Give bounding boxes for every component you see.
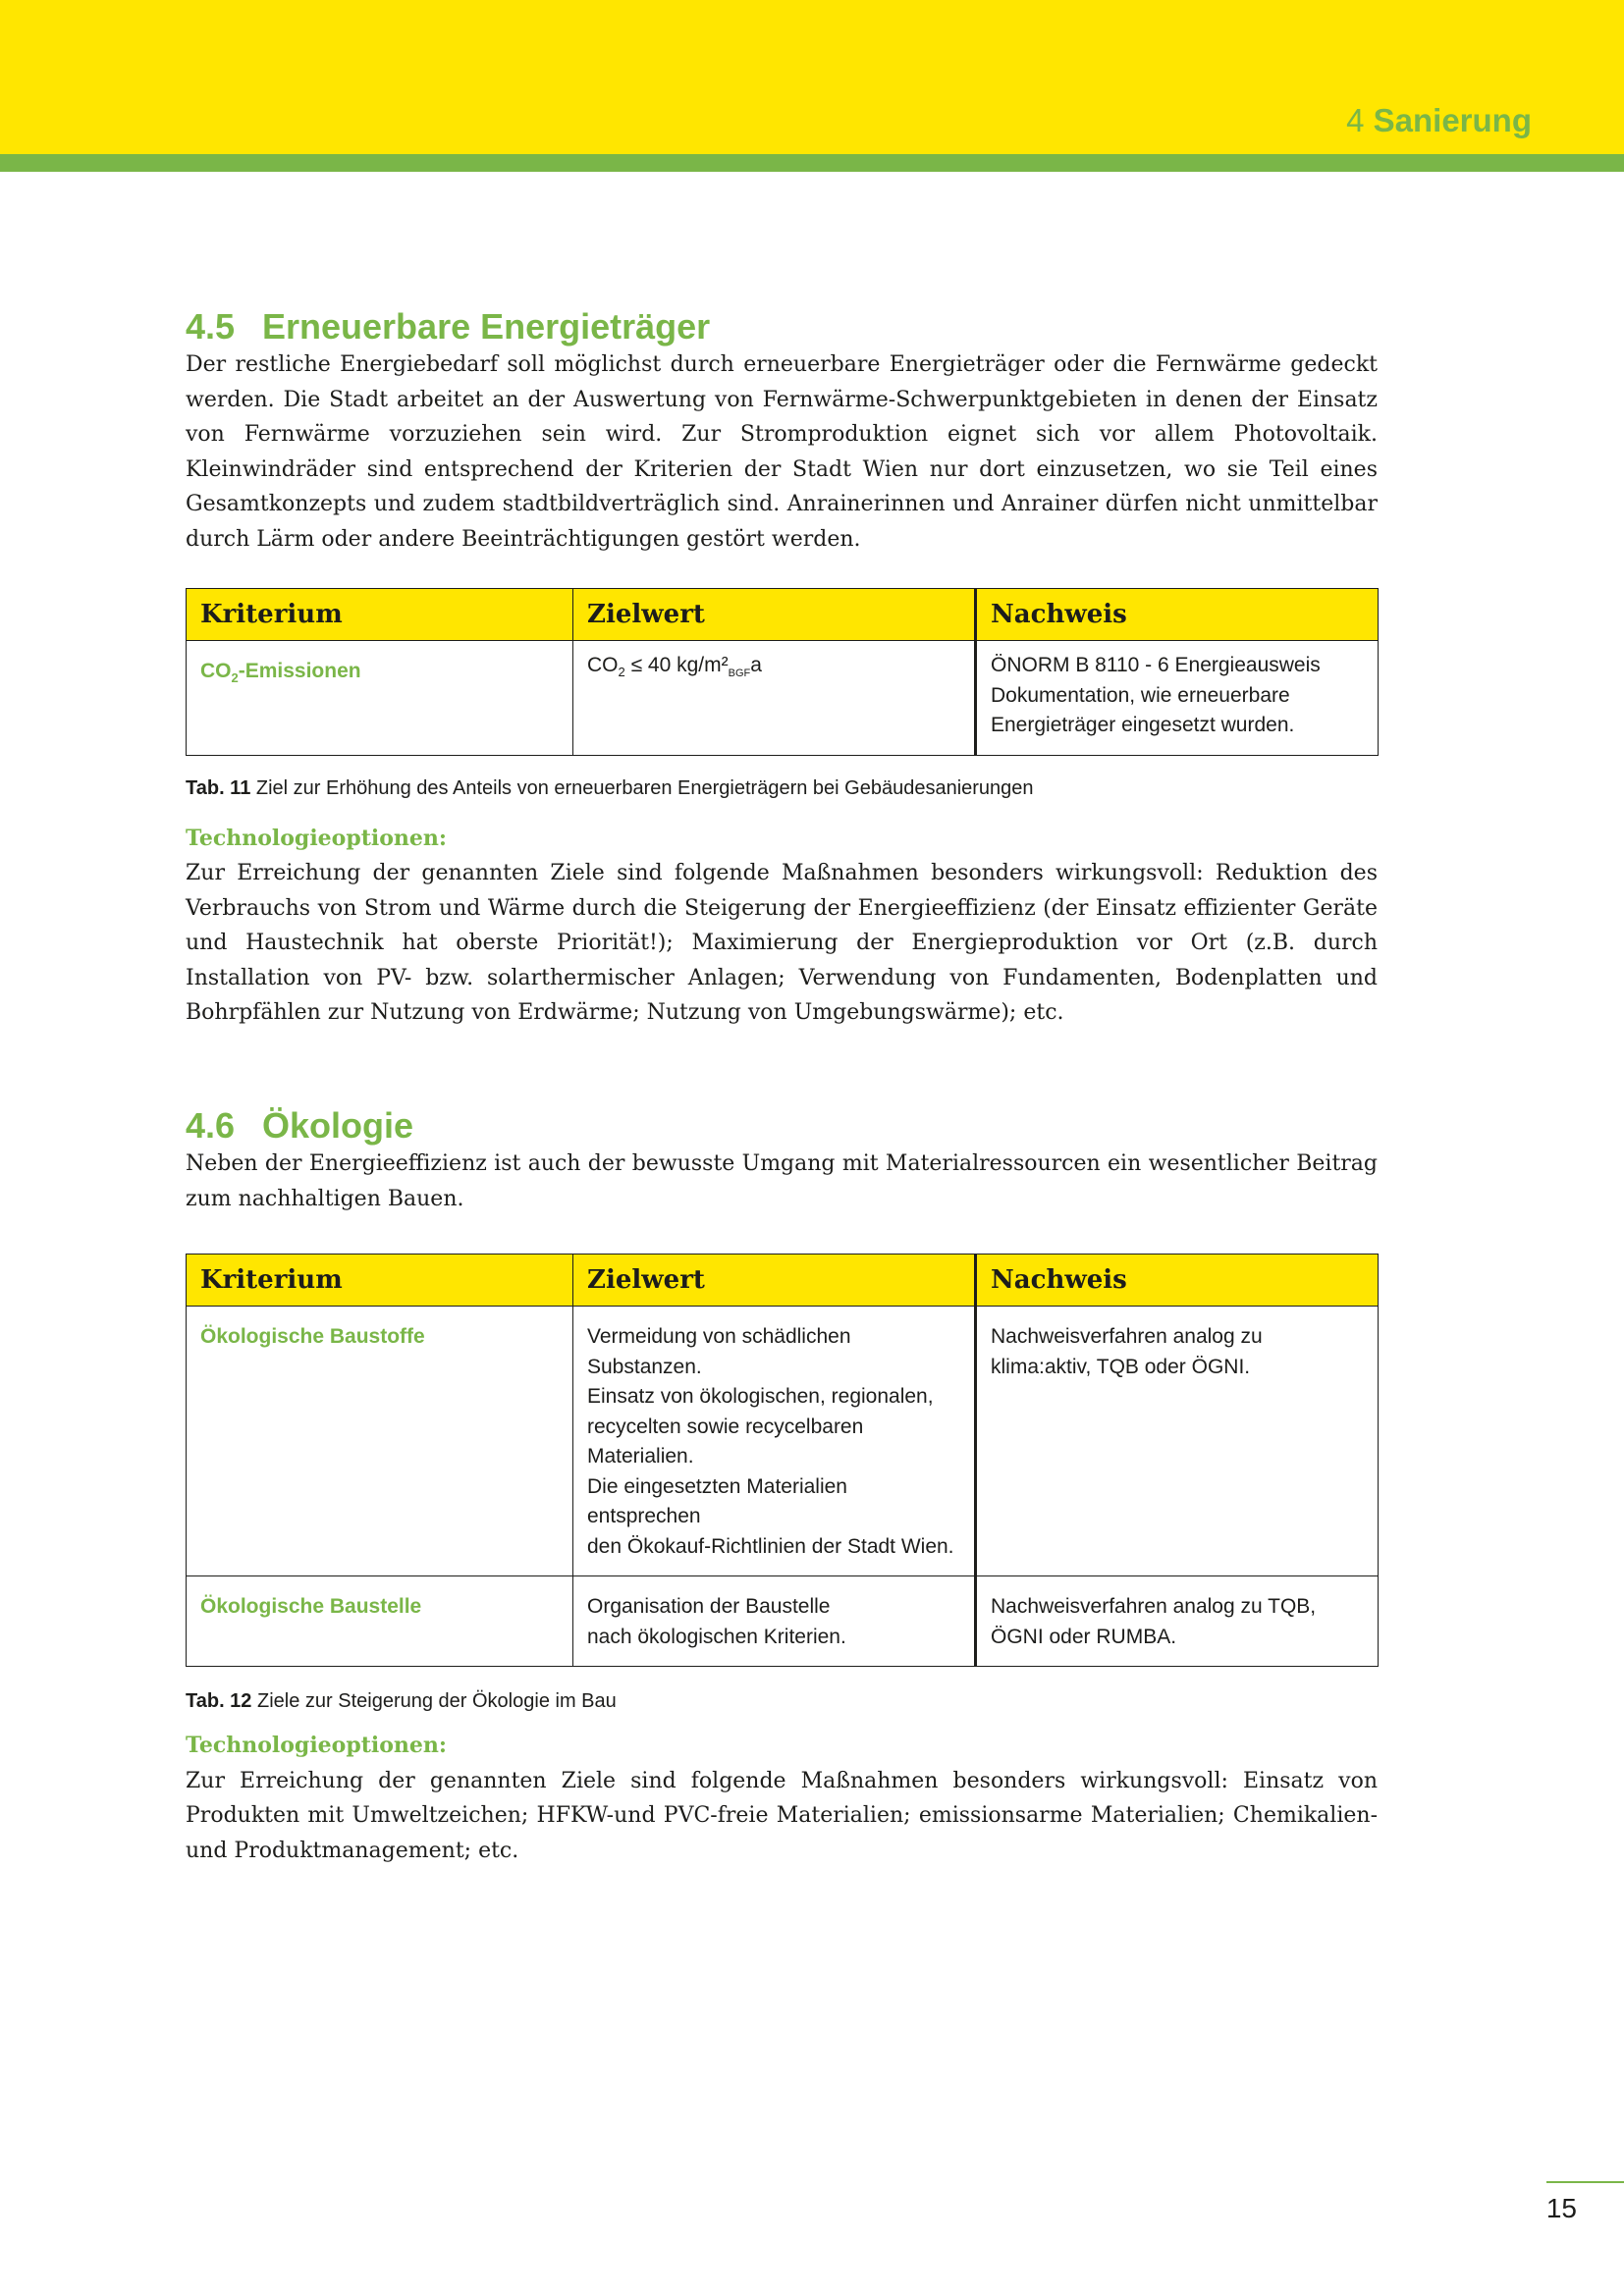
- technology-text: Zur Erreichung der genannten Ziele sind folgende Maßnahmen besonders wirkungsvoll: Einsatz von Produkten mit Umweltzeichen; HFKW-und PVC-freie Materialien; emissionsarme Materialien; Chemikalien- und Produktmanagement; etc.: [186, 1768, 1378, 1863]
- section-heading: [186, 306, 1378, 347]
- header-zielwert: Zielwert: [573, 589, 976, 641]
- table-row: [187, 1307, 1379, 1576]
- caption-label: Tab. 11: [186, 776, 251, 799]
- section-intro: Der restliche Energiebedarf soll möglichst durch erneuerbare Energieträger oder die Fernwärme gedeckt werden. Die Stadt arbeitet an der Auswertung von Fernwärme-Schwerpunktgebieten in denen der Einsatz von Fernwärme vorzuziehen sein wird. Zur Stromproduktion eignet sich vor allem Photovoltaik. Kleinwindräder sind entsprechend der Kriterien der Stadt Wien nur dort einzusetzen, wo sie Teil eines Gesamtkonzepts und zudem stadtbildverträglich sind. Anrainerinnen und Anrainer dürfen nicht unmittelbar durch Lärm oder andere Beeinträchtigungen gestört werden.: [186, 352, 1378, 552]
- emissionen-text: -Emissionen: [238, 660, 361, 682]
- cell-nachweis: ÖNORM B 8110 - 6 Energieausweis Dokumentation, wie erneuerbare Energieträger eingesetzt wurden.: [976, 641, 1379, 756]
- section-heading: [186, 1105, 1378, 1147]
- section-title: Erneuerbare Energieträger: [262, 306, 711, 347]
- caption-label: Tab. 12: [186, 1690, 252, 1712]
- header-nachweis: Nachweis: [976, 589, 1379, 641]
- cell-nachweis: Nachweisverfahren analog zu klima:aktiv, TQB oder ÖGNI.: [976, 1307, 1379, 1576]
- header-stripe: [0, 154, 1624, 172]
- criteria-table: [186, 588, 1379, 756]
- cell-zielwert: Organisation der Baustelle nach ökologischen Kriterien.: [573, 1576, 976, 1667]
- chapter-heading: [1346, 102, 1532, 139]
- subscript-bgf: BGF: [728, 667, 751, 680]
- page-number: 15: [1545, 2193, 1577, 2223]
- technology-heading: Technologieoptionen:: [186, 1733, 448, 1758]
- criteria-table: [186, 1254, 1379, 1667]
- cell-zielwert: Vermeidung von schädlichen Substanzen. Einsatz von ökologischen, regionalen, recycelten sowie recycelbaren Materialien. Die eingesetzten Materialien entsprechen den Ökokauf-Richtlinien der Stadt Wien.: [573, 1307, 976, 1576]
- table-header-row: [187, 589, 1379, 641]
- header-zielwert: Zielwert: [573, 1255, 976, 1307]
- cell-kriterium: Ökologische Baustoffe: [187, 1307, 573, 1576]
- cell-zielwert: [573, 641, 976, 756]
- subscript: 2: [231, 670, 239, 686]
- section-4-5: [186, 306, 1378, 1031]
- unit-suffix: a: [750, 654, 762, 676]
- section-title: Ökologie: [262, 1105, 414, 1146]
- limit-text: ≤ 40 kg/m²: [624, 654, 729, 676]
- header-kriterium: Kriterium: [187, 589, 573, 641]
- header-nachweis: Nachweis: [976, 1255, 1379, 1307]
- co2-text: CO: [200, 660, 232, 682]
- cell-kriterium: [187, 641, 573, 756]
- technology-heading: Technologieoptionen:: [186, 825, 448, 851]
- cell-nachweis: Nachweisverfahren analog zu TQB, ÖGNI oder RUMBA.: [976, 1576, 1379, 1667]
- cell-kriterium: Ökologische Baustelle: [187, 1576, 573, 1667]
- chapter-title: Sanierung: [1373, 102, 1532, 138]
- chapter-number: 4: [1346, 102, 1365, 138]
- subscript: 2: [618, 665, 625, 680]
- section-intro: Neben der Energieeffizienz ist auch der bewusste Umgang mit Materialressourcen ein wesentlicher Beitrag zum nachhaltigen Bauen.: [186, 1151, 1378, 1211]
- section-number: 4.6: [186, 1105, 236, 1146]
- table-header-row: [187, 1255, 1379, 1307]
- section-number: 4.5: [186, 306, 236, 347]
- table-caption: [186, 1690, 1378, 1713]
- section-4-6: [186, 1105, 1378, 1868]
- table-row: [187, 641, 1379, 756]
- footer-line: [1546, 2181, 1624, 2183]
- table-caption: [186, 777, 1378, 800]
- caption-text: Ziele zur Steigerung der Ökologie im Bau: [257, 1690, 617, 1712]
- header-kriterium: Kriterium: [187, 1255, 573, 1307]
- technology-text: Zur Erreichung der genannten Ziele sind folgende Maßnahmen besonders wirkungsvoll: Reduktion des Verbrauchs von Strom und Wärme durch die Steigerung der Energieeffizienz (der Einsatz effizienter Geräte und Haustechnik hat oberste Priorität!); Maximierung der Energieproduktion vor Ort (z.B. durch Installation von PV- bzw. solarthermischer Anlagen; Verwendung von Fundamenten, Bodenplatten und Bohrpfählen zur Nutzung von Erdwärme; Nutzung von Umgebungswärme); etc.: [186, 861, 1378, 1025]
- caption-text: Ziel zur Erhöhung des Anteils von erneuerbaren Energieträgern bei Gebäudesanierungen: [255, 776, 1034, 799]
- table-row: [187, 1576, 1379, 1667]
- co2-text: CO: [587, 654, 619, 676]
